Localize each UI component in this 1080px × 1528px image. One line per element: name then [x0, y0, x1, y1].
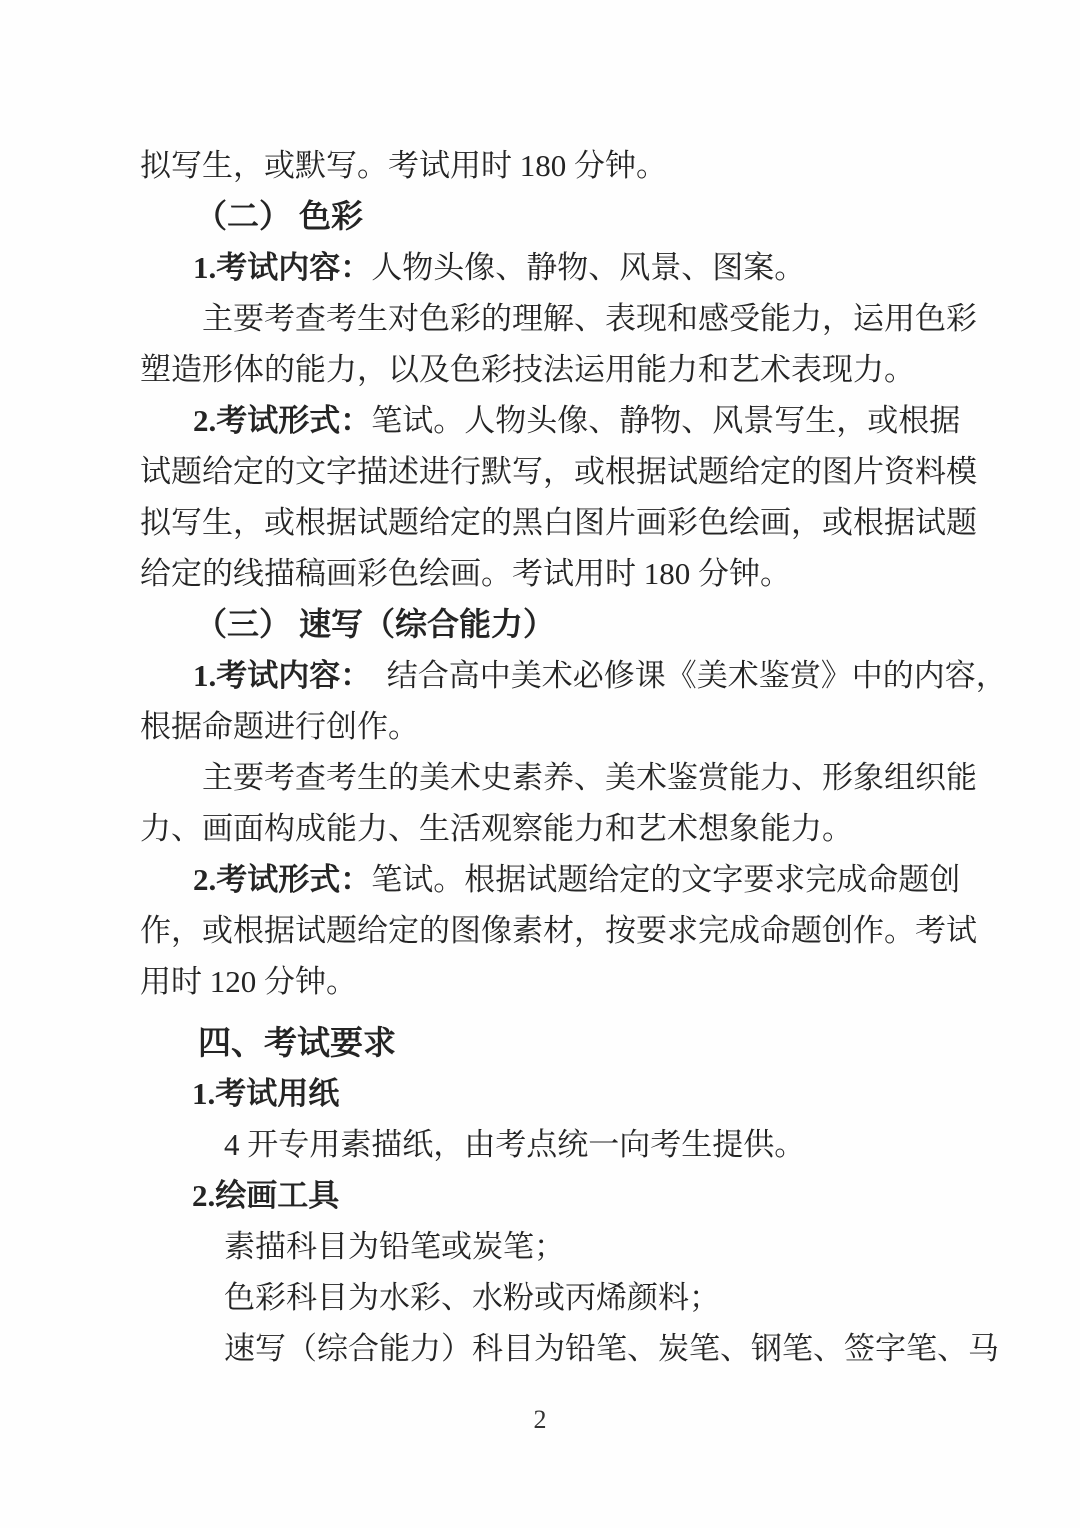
line-text: 笔试。根据试题给定的文字要求完成命题创 — [371, 862, 961, 897]
line-text: 塑造形体的能力，以及色彩技法运用能力和艺术表现力。 — [140, 352, 915, 387]
line-text: 主要考查考生对色彩的理解、表现和感受能力，运用色彩 — [202, 301, 977, 336]
line-text: （二） 色彩 — [195, 198, 364, 234]
line-text: 速写（综合能力）科目为铅笔、炭笔、钢笔、签字笔、马 — [224, 1331, 999, 1366]
line-bold-prefix: 1.考试内容： — [193, 658, 356, 693]
text-line — [140, 905, 977, 956]
subsection-heading-sketch — [140, 599, 940, 650]
text-line — [140, 242, 940, 293]
line-text: 力、画面构成能力、生活观察能力和艺术想象能力。 — [140, 811, 853, 846]
text-line — [140, 1221, 940, 1272]
line-text: 人物头像、静物、风景、图案。 — [371, 250, 806, 285]
text-line — [140, 956, 940, 1007]
subsection-heading-color — [140, 191, 940, 242]
section-heading-requirements — [140, 1017, 940, 1068]
text-line — [140, 701, 940, 752]
text-line — [140, 803, 940, 854]
line-text: 素描科目为铅笔或炭笔； — [224, 1229, 565, 1264]
text-line — [140, 293, 977, 344]
text-line — [140, 140, 940, 191]
page-number: 2 — [533, 1405, 547, 1434]
subheading-exam-paper — [140, 1068, 940, 1119]
subheading-painting-tools — [140, 1170, 940, 1221]
line-text: 拟写生，或根据试题给定的黑白图片画彩色绘画，或根据试题 — [140, 505, 977, 540]
line-text: 根据命题进行创作。 — [140, 709, 419, 744]
text-line — [140, 650, 1007, 701]
text-line — [140, 497, 977, 548]
line-bold-prefix: 2.考试形式： — [193, 862, 372, 897]
line-text: 四、考试要求 — [198, 1024, 396, 1061]
line-text: 结合高中美术必修课《美术鉴赏》中的内容， — [355, 658, 1007, 693]
text-line — [140, 854, 961, 905]
text-line — [140, 446, 977, 497]
text-line — [140, 395, 961, 446]
line-bold-prefix: 1.考试内容： — [193, 250, 372, 285]
line-text: 主要考查考生的美术史素养、美术鉴赏能力、形象组织能 — [202, 760, 977, 795]
line-text: 给定的线描稿画彩色绘画。考试用时 180 分钟。 — [140, 556, 791, 591]
text-line — [140, 548, 940, 599]
line-text: 1.考试用纸 — [192, 1076, 340, 1111]
line-text: 色彩科目为水彩、水粉或丙烯颜料； — [224, 1280, 720, 1315]
line-bold-prefix: 2.考试形式： — [193, 403, 372, 438]
text-line — [140, 1272, 940, 1323]
line-text: 作，或根据试题给定的图像素材，按要求完成命题创作。考试 — [140, 913, 977, 948]
line-text: 试题给定的文字描述进行默写，或根据试题给定的图片资料模 — [140, 454, 977, 489]
line-text: 4 开专用素描纸，由考点统一向考生提供。 — [224, 1127, 806, 1162]
line-text: （三） 速写（综合能力） — [195, 606, 556, 642]
text-line — [140, 1323, 999, 1374]
line-text: 笔试。人物头像、静物、风景写生，或根据 — [371, 403, 961, 438]
text-line — [140, 1119, 940, 1170]
line-text: 用时 120 分钟。 — [140, 964, 357, 999]
text-line — [140, 752, 977, 803]
line-text: 拟写生，或默写。考试用时 180 分钟。 — [140, 148, 667, 183]
text-line — [140, 344, 940, 395]
line-text: 2.绘画工具 — [192, 1178, 340, 1213]
document-lines — [140, 140, 1007, 1374]
